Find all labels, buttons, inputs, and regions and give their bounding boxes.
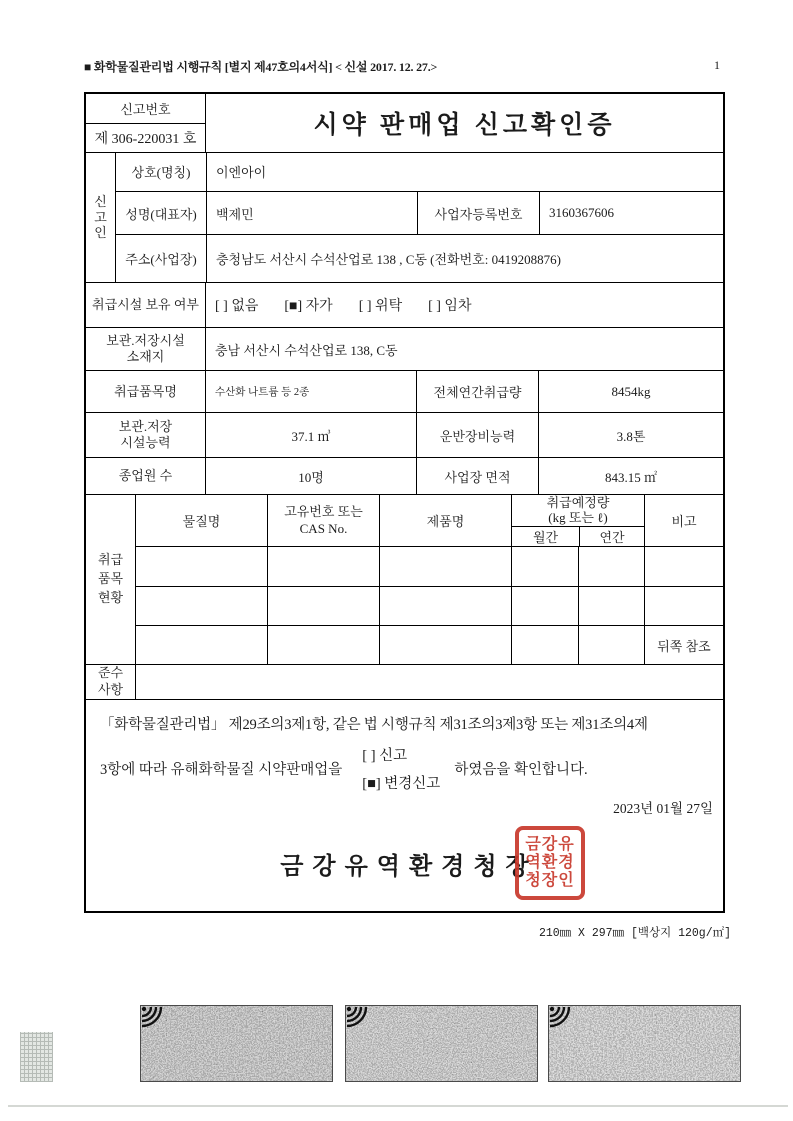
item-status-section-label: 취급품목현황 [97, 552, 124, 605]
issuing-authority-name: 금강유역환경청장 [280, 854, 538, 880]
statement-line1: 「화학물질관리법」 제29조의3제1항, 같은 법 시행규칙 제31조의3제3항 또는 제31조의4제 [100, 717, 648, 733]
item-status-header-row [136, 495, 723, 546]
business-reg-label: 사업자등록번호 [417, 192, 539, 235]
company-value: 이엔아이 [206, 153, 723, 191]
applicant-section-label: 신고인 [94, 194, 107, 241]
compliance-row [86, 664, 723, 699]
handled-items-row [86, 370, 723, 412]
business-reg-value: 3160367606 [539, 192, 723, 235]
issue-date: 2023년 01월 27일 [613, 801, 713, 816]
employees-value: 10명 [205, 458, 416, 494]
facility-ownership-label: 취급시설 보유 여부 [92, 297, 199, 313]
statement-line2-prefix: 3항에 따라 유해화학물질 시약판매업을 [100, 762, 343, 778]
certificate-title: 시약 판매업 신고확인증 [205, 94, 723, 152]
transport-capacity-label: 운반장비능력 [416, 413, 538, 457]
statement-line2 [100, 744, 588, 793]
site-area-value: 843.15 ㎡ [538, 458, 723, 494]
security-barcode-strip [140, 1005, 333, 1082]
report-number-label: 신고번호 [86, 94, 205, 124]
facility-ownership-row [86, 282, 723, 327]
scan-artifact-line [8, 1105, 788, 1107]
site-area-label: 사업장 면적 [416, 458, 538, 494]
employees-row [86, 457, 723, 494]
checkbox-own: [■] 자가 [284, 299, 333, 314]
checkbox-report: [ ] 신고 [362, 748, 408, 764]
compliance-value-empty [135, 665, 723, 699]
item-status-section [86, 494, 723, 664]
official-seal: 금강유 역환경 청장인 [515, 826, 585, 900]
confirmation-section [86, 699, 723, 911]
item-status-empty-row [136, 586, 723, 626]
report-number-value: 제 306-220031 호 [94, 132, 197, 147]
col-substance-name: 물질명 [182, 514, 221, 529]
item-status-last-row [136, 625, 723, 664]
report-number-block [86, 94, 205, 152]
employees-label: 종업원 수 [118, 468, 173, 484]
col-yearly: 연간 [579, 527, 644, 546]
radar-icon [346, 1006, 370, 1030]
handled-items-value: 수산화 나트륨 등 2종 [205, 371, 416, 412]
security-grid-mark [20, 1032, 53, 1082]
storage-location-label: 보관.저장시설 소재지 [106, 332, 185, 364]
storage-location-value: 충남 서산시 수석산업로 138, C동 [205, 328, 723, 370]
col-product-name: 제품명 [379, 495, 511, 546]
ceo-label: 성명(대표자) [125, 206, 197, 222]
annual-volume-value: 8454kg [538, 371, 723, 412]
applicant-section [86, 152, 723, 282]
company-label: 상호(명칭) [131, 165, 191, 181]
storage-capacity-value: 37.1 ㎥ [205, 413, 416, 457]
radar-icon [549, 1006, 573, 1030]
annual-volume-label: 전체연간취급량 [416, 371, 538, 412]
compliance-label: 준수사항 [97, 665, 124, 697]
col-note: 비고 [644, 495, 723, 546]
address-row [116, 234, 723, 282]
ceo-row [116, 191, 723, 235]
facility-ownership-options [205, 283, 723, 327]
checkbox-lease: [ ] 임차 [428, 299, 472, 314]
company-row [116, 153, 723, 191]
col-monthly: 월간 [532, 530, 559, 545]
radar-icon [141, 1006, 165, 1030]
handled-items-label: 취급품목명 [114, 383, 177, 399]
security-barcode-strip [345, 1005, 538, 1082]
title-row [86, 94, 723, 152]
address-label: 주소(사업장) [125, 252, 197, 268]
checkbox-consign: [ ] 위탁 [358, 299, 403, 314]
storage-capacity-row [86, 412, 723, 457]
address-value: 충청남도 서산시 수석산업로 138 , C동 (전화번호: 0419208876) [206, 235, 723, 282]
checkbox-change-report: [■] 변경신고 [362, 776, 441, 792]
security-barcode-strip [548, 1005, 741, 1082]
storage-location-row [86, 327, 723, 370]
col-planned-quantity: 취급예정량 (kg 또는 ℓ) 월간 연간 [511, 495, 644, 546]
page-number: 1 [714, 58, 720, 72]
certificate-table [84, 92, 725, 913]
form-reference-note: ■ 화학물질관리법 시행규칙 [별지 제47호의4서식] < 신설 2017. 12. 27.> [84, 60, 438, 74]
paper-spec-note: 210㎜ X 297㎜ [백상지 120g/㎡] [538, 927, 731, 940]
col-cas-number: 고유번호 또는 CAS No. [267, 495, 379, 546]
checkbox-none: [ ] 없음 [215, 299, 259, 314]
ceo-value: 백제민 [206, 192, 417, 235]
statement-line2-suffix: 하였음을 확인합니다. [454, 762, 588, 778]
storage-capacity-label: 보관.저장 시설능력 [118, 418, 173, 450]
back-reference-note: 뒤쪽 참조 [644, 626, 723, 664]
item-status-empty-row [136, 546, 723, 586]
transport-capacity-value: 3.8톤 [538, 413, 723, 457]
